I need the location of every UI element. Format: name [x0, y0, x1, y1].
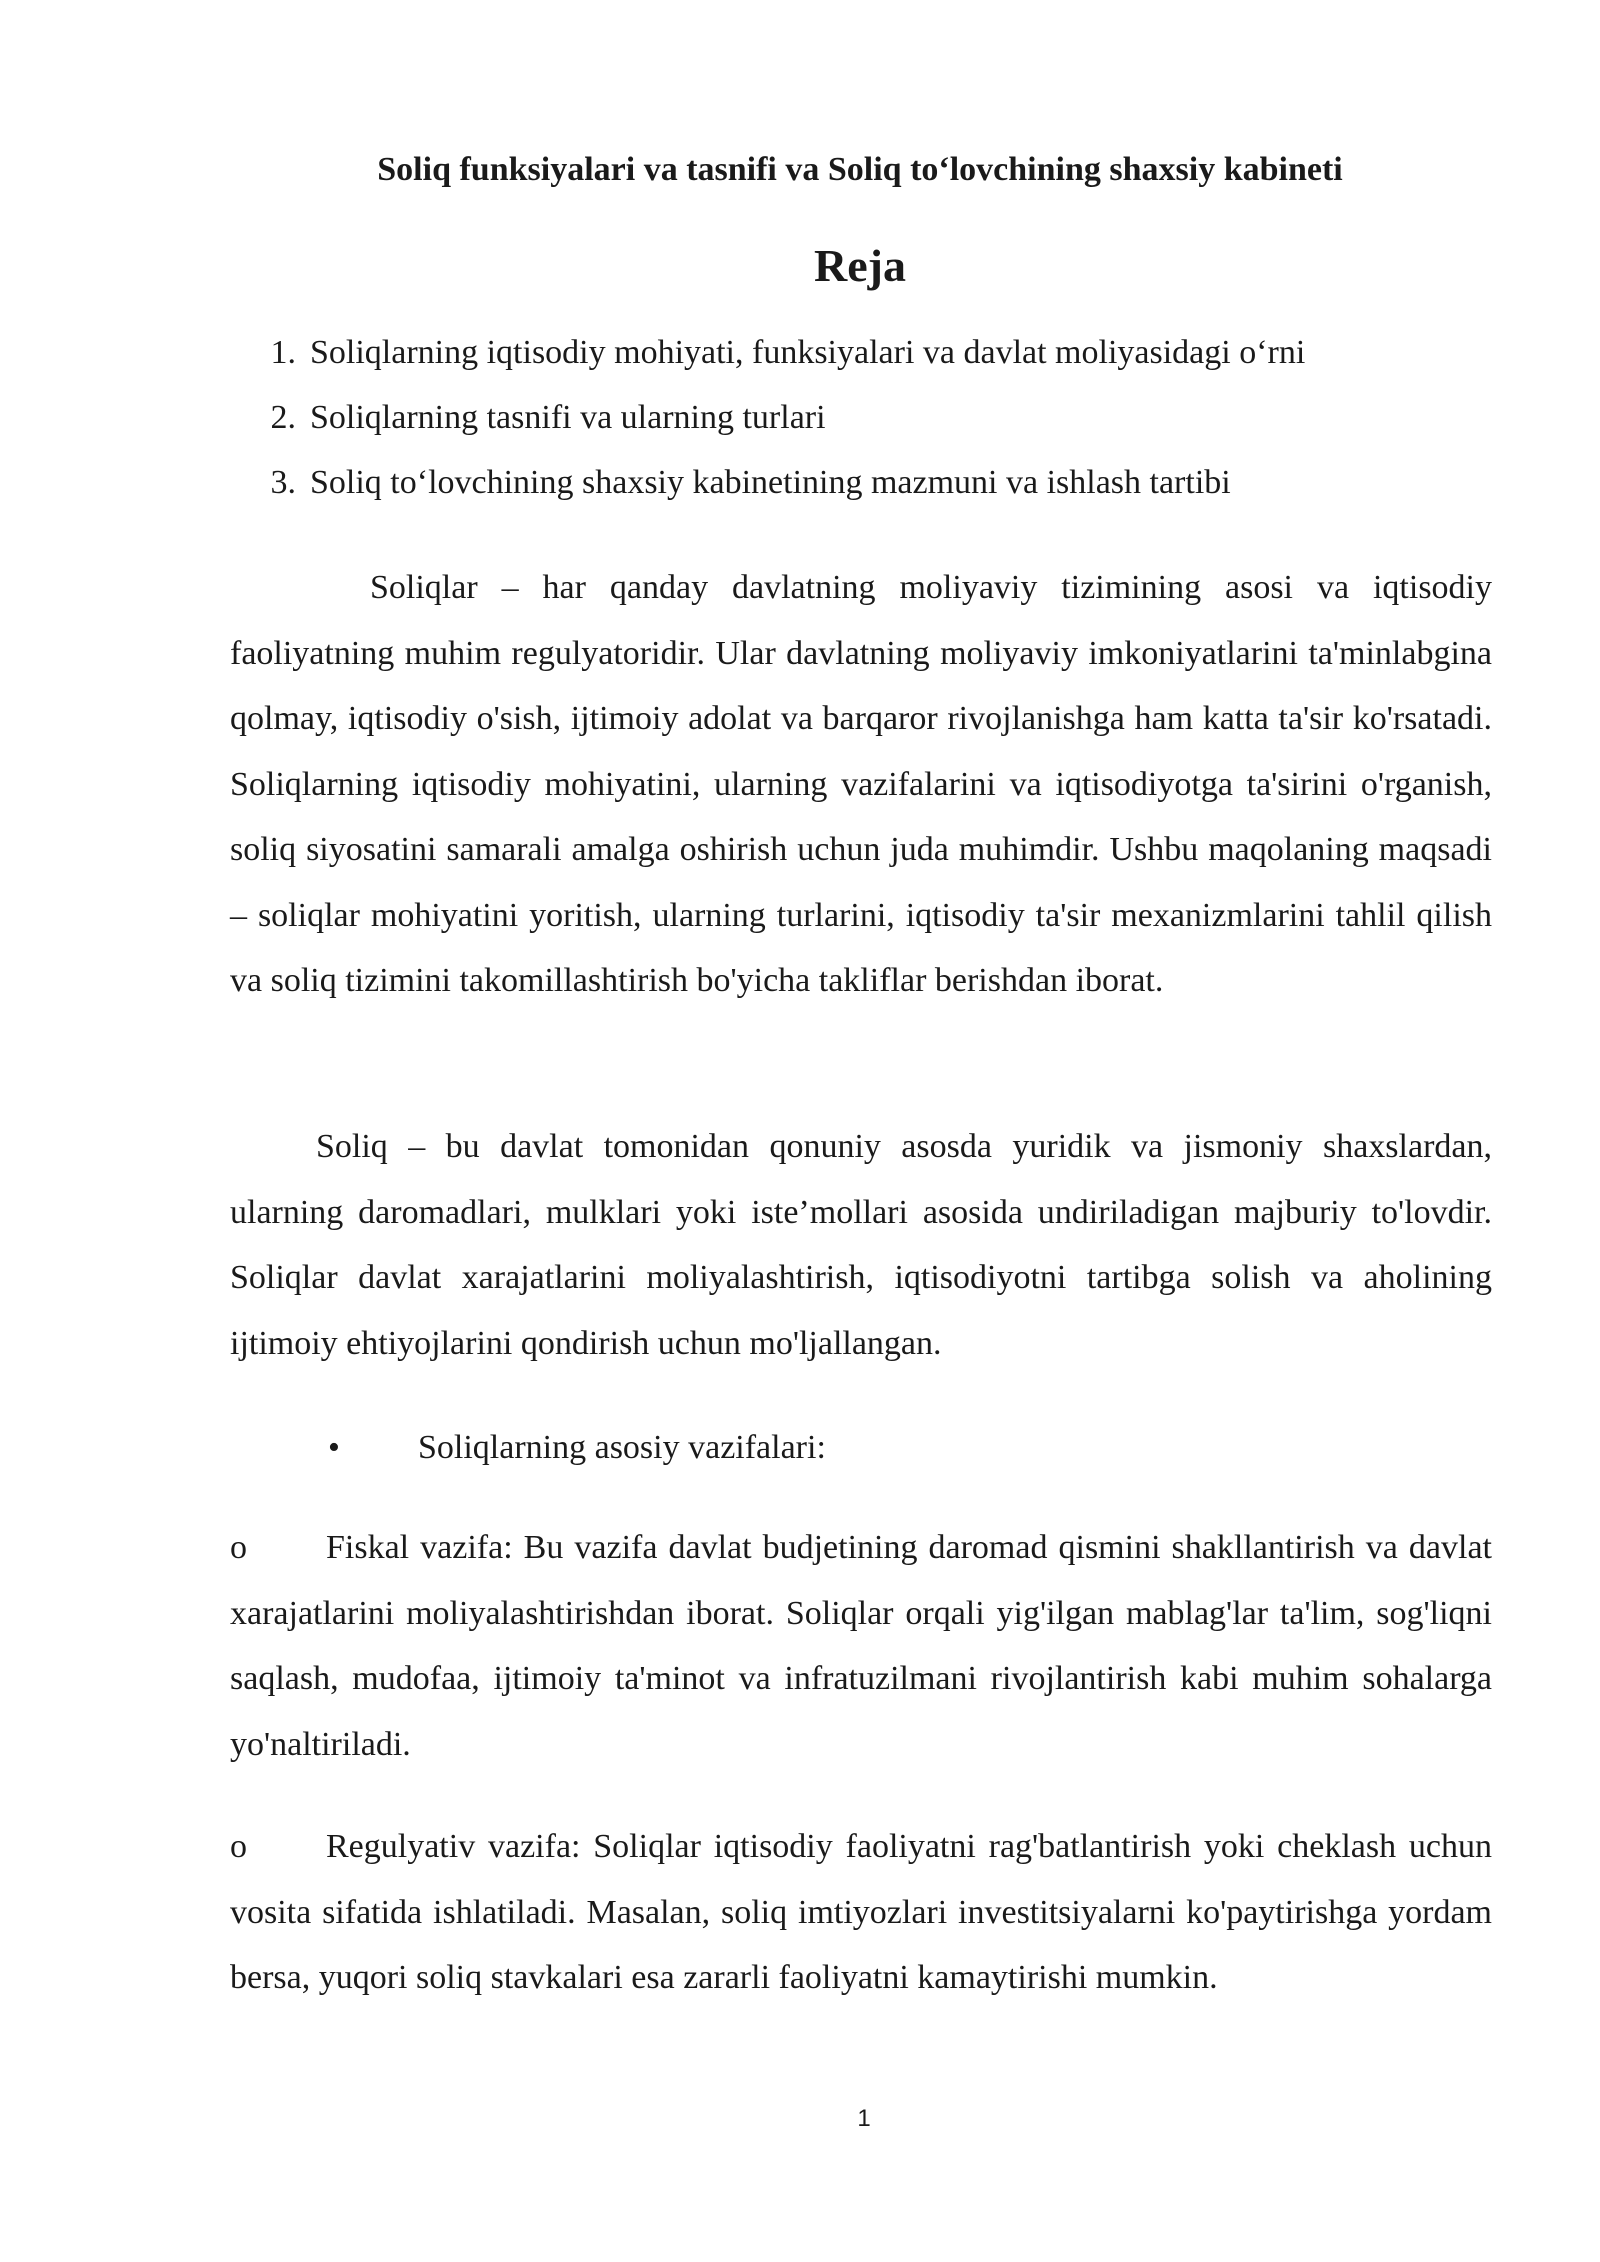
plan-item [230, 330, 1490, 395]
plan-item-number: 2. [270, 399, 296, 436]
plan-item-text: Soliq to‘lovchining shaxsiy kabinetining mazmuni va ishlash tartibi [310, 464, 1231, 501]
sub-item-regulative [230, 1814, 1492, 2011]
sub-item-fiscal [230, 1515, 1492, 1777]
plan-heading: Reja [814, 240, 906, 291]
plan-list [230, 330, 1490, 525]
definition-paragraph: Soliq – bu davlat tomonidan qonuniy asosda yuridik va jismoniy shaxslardan, ularning daromadlari, mulklari yoki iste’mollari asosida undiriladigan majburiy to'lovdir. Soliqlar davlat xarajatlarini moliyalashtirish, iqtisodiyotni tartibga solish va aholining ijtimoiy ehtiyojlarini qondirish uchun mo'ljallangan. [230, 1128, 1492, 1362]
sub-item-text: Regulyativ vazifa: Soliqlar iqtisodiy faoliyatni rag'batlantirish yoki cheklash uchun vosita sifatida ishlatiladi. Masalan, soliq imtiyozlari investitsiyalarni ko'paytirishga yordam bersa, yuqori soliq stavkalari esa zararli faoliyatni kamaytirishi mumkin. [230, 1828, 1492, 1996]
sub-item-mark: o [230, 1828, 247, 1865]
page-number: 1 [857, 2105, 871, 2132]
plan-item [230, 460, 1490, 525]
sub-item-mark: o [230, 1529, 247, 1566]
plan-item-text: Soliqlarning tasnifi va ularning turlari [310, 399, 826, 436]
intro-paragraph: Soliqlar – har qanday davlatning moliyaviy tizimining asosi va iqtisodiy faoliyatning muhim regulyatoridir. Ular davlatning moliyaviy imkoniyatlarini ta'minlabgina qolmay, iqtisodiy o'sish, ijtimoiy adolat va barqaror rivojlanishga ham katta ta'sir ko'rsatadi. Soliqlarning iqtisodiy mohiyatini, ularning vazifalarini va iqtisodiyotga ta'sirini o'rganish, soliq siyosatini samarali amalga oshirish uchun juda muhimdir. Ushbu maqolaning maqsadi – soliqlar mohiyatini yoritish, ularning turlarini, iqtisodiy ta'sir mexanizmlarini tahlil qilish va soliq tizimini takomillashtirish bo'yicha takliflar berishdan iborat. [230, 569, 1492, 999]
bullet-text: Soliqlarning asosiy vazifalari: [418, 1429, 826, 1466]
plan-item [230, 395, 1490, 460]
plan-item-number: 1. [270, 334, 296, 371]
bullet-mark: • [328, 1429, 340, 1466]
document-title: Soliq funksiyalari va tasnifi va Soliq to‘lovchining shaxsiy kabineti [377, 151, 1343, 188]
plan-item-number: 3. [270, 464, 296, 501]
bullet-item [230, 1415, 1492, 1481]
plan-item-text: Soliqlarning iqtisodiy mohiyati, funksiyalari va davlat moliyasidagi o‘rni [310, 334, 1306, 371]
sub-item-text: Fiskal vazifa: Bu vazifa davlat budjetining daromad qismini shakllantirish va davlat xarajatlarini moliyalashtirishdan iborat. Soliqlar orqali yig'ilgan mablag'lar ta'lim, sog'liqni saqlash, mudofaa, ijtimoiy ta'minot va infratuzilmani rivojlantirish kabi muhim sohalarga yo'naltiriladi. [230, 1529, 1492, 1763]
